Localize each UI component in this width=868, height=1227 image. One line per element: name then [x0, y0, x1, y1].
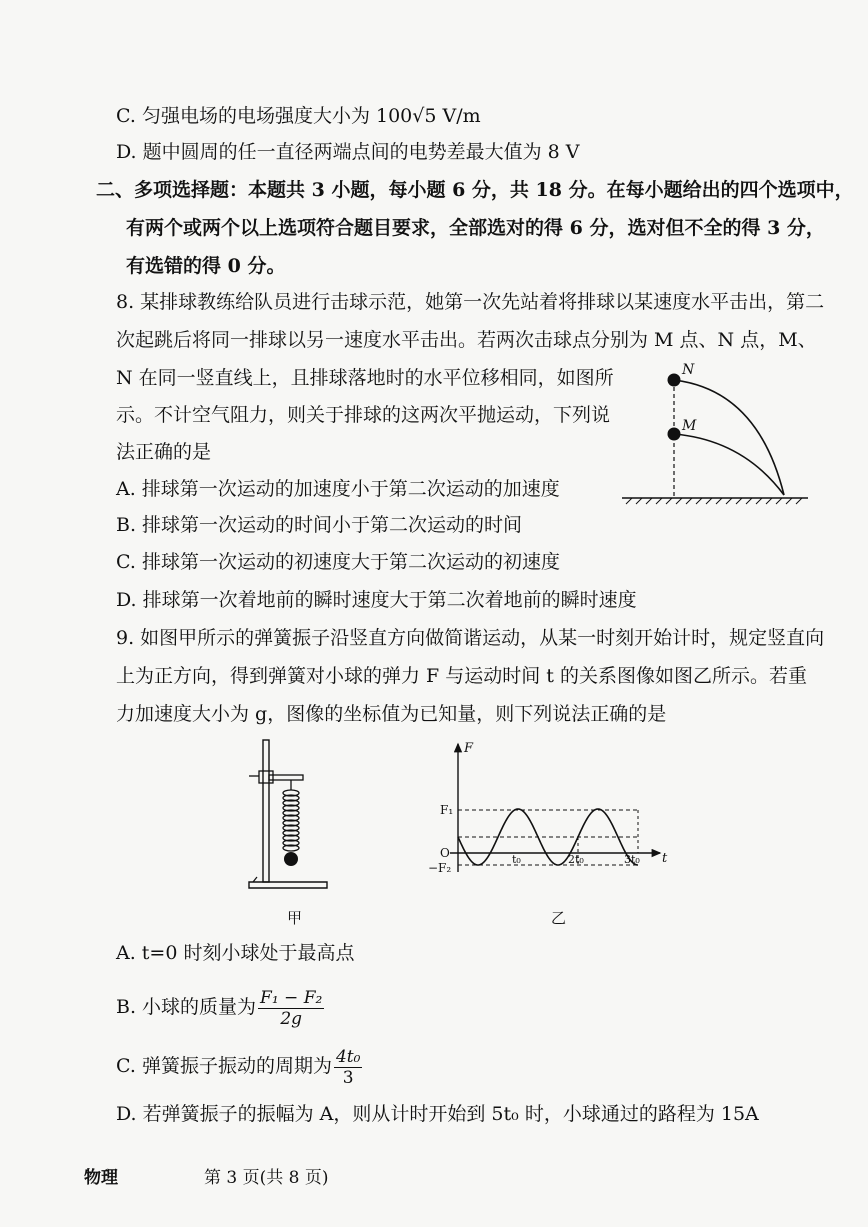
trajectory-from-m	[674, 434, 784, 495]
oscillator-ball	[284, 852, 298, 866]
force-sine-curve	[458, 809, 638, 865]
base-edge	[253, 877, 257, 882]
q8-stem-line4: 示。不计空气阻力，则关于排球的这两次平抛运动，下列说	[116, 404, 611, 426]
3t0-label: 3t₀	[624, 853, 640, 866]
q8-stem-line3: N 在同一竖直线上，且排球落地时的水平位移相同，如图所	[116, 367, 614, 389]
q9-option-c-fraction	[334, 1047, 362, 1088]
section2-heading-line2: 有两个或两个以上选项符合题目要求，全部选对的得 6 分，选对但不全的得 3 分，	[126, 217, 825, 239]
point-n-ball	[668, 374, 681, 387]
q8-stem-line5: 法正确的是	[116, 441, 212, 463]
q9-option-c-numerator: 4t₀	[335, 1046, 361, 1067]
footer-page-number: 第 3 页(共 8 页)	[204, 1168, 329, 1188]
q8-stem-line1: 8. 某排球教练给队员进行击球示范，她第一次先站着将排球以某速度水平击出，第二	[116, 291, 825, 313]
footer-subject: 物理	[84, 1168, 118, 1188]
q9-option-c-prefix: C. 弹簧振子振动的周期为	[116, 1055, 332, 1077]
f1-label: F₁	[440, 803, 454, 817]
q9-force-time-graph	[420, 740, 680, 880]
q9-option-b-numerator: F₁ − F₂	[260, 987, 323, 1008]
q9-stem-line1: 9. 如图甲所示的弹簧振子沿竖直方向做简谐运动，从某一时刻开始计时，规定竖直向	[116, 627, 825, 649]
q7-option-c: C. 匀强电场的电场强度大小为 100√5 V/m	[116, 105, 481, 127]
q8-option-a: A. 排球第一次运动的加速度小于第二次运动的加速度	[116, 478, 560, 500]
q9-option-b	[116, 985, 324, 1029]
q9-option-d: D. 若弹簧振子的振幅为 A，则从计时开始到 5t₀ 时，小球通过的路程为 15A	[116, 1103, 759, 1125]
q9-option-a: A. t=0 时刻小球处于最高点	[116, 942, 355, 964]
section2-heading-line3: 有选错的得 0 分。	[126, 255, 286, 277]
t-axis-label: t	[662, 851, 668, 866]
q7-option-d: D. 题中圆周的任一直径两端点间的电势差最大值为 8 V	[116, 141, 580, 163]
q8-option-c: C. 排球第一次运动的初速度大于第二次运动的初速度	[116, 551, 560, 573]
q9-option-b-fraction	[258, 988, 324, 1029]
neg-f2-label: −F₂	[428, 861, 452, 875]
q8-option-b: B. 排球第一次运动的时间小于第二次运动的时间	[116, 514, 523, 536]
q8-trajectory-figure	[618, 360, 813, 510]
label-m: M	[682, 418, 697, 434]
t0-label: t₀	[512, 853, 521, 866]
ground-hatch	[626, 498, 802, 504]
fig-yi-caption: 乙	[551, 909, 567, 927]
q9-option-b-prefix: B. 小球的质量为	[116, 996, 257, 1018]
point-m-ball	[668, 428, 681, 441]
q9-stem-line3: 力加速度大小为 g，图像的坐标值为已知量，则下列说法正确的是	[116, 703, 667, 725]
q9-option-c	[116, 1044, 362, 1088]
stand-pole	[263, 740, 269, 882]
label-n: N	[682, 362, 695, 378]
clamp-boss	[259, 771, 273, 783]
q8-option-d: D. 排球第一次着地前的瞬时速度大于第二次着地前的瞬时速度	[116, 589, 637, 611]
q8-stem-line2: 次起跳后将同一排球以另一速度水平击出。若两次击球点分别为 M 点、N 点，M、	[116, 329, 817, 351]
q9-option-c-denominator: 3	[342, 1067, 354, 1088]
fig-jia-caption: 甲	[287, 909, 303, 927]
q9-option-b-denominator: 2g	[280, 1008, 303, 1029]
f-axis-label: F	[464, 741, 474, 756]
stand-base	[249, 882, 327, 888]
q9-stem-line2: 上为正方向，得到弹簧对小球的弹力 F 与运动时间 t 的关系图像如图乙所示。若重	[116, 665, 807, 687]
spring-coil	[283, 790, 299, 851]
2t0-label: 2t₀	[568, 853, 584, 866]
clamp-arm	[269, 775, 303, 780]
origin-label: O	[440, 846, 450, 860]
section2-heading-line1: 二、多项选择题：本题共 3 小题，每小题 6 分，共 18 分。在每小题给出的四个选项中，	[96, 179, 854, 201]
trajectory-from-n	[674, 380, 784, 495]
q9-spring-stand-figure	[245, 738, 335, 890]
